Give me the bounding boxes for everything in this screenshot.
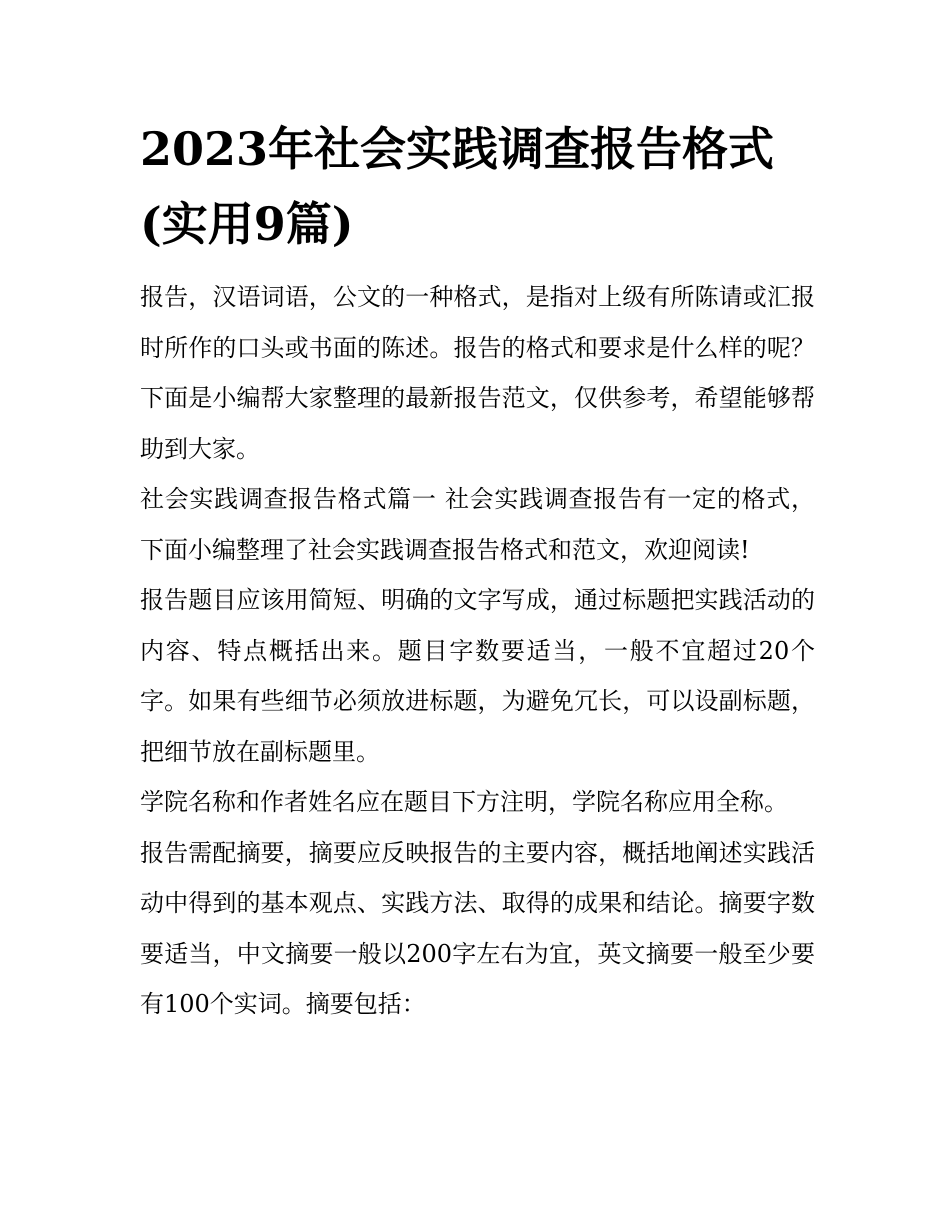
paragraph-section-one: 社会实践调查报告格式篇一 社会实践调查报告有一定的格式，下面小编整理了社会实践调查报告格式和范文，欢迎阅读!: [140, 485, 815, 564]
paragraph-intro: 报告，汉语词语，公文的一种格式，是指对上级有所陈请或汇报时所作的口头或书面的陈述。报告的格式和要求是什么样的呢？下面是小编帮大家整理的最新报告范文，仅供参考，希望能够帮助到大家。: [140, 283, 815, 463]
paragraph-report-title: 报告题目应该用简短、明确的文字写成，通过标题把实践活动的内容、特点概括出来。题目字数要适当，一般不宜超过20个字。如果有些细节必须放进标题，为避免冗长，可以设副标题，把细节放在副标题里。: [140, 586, 815, 766]
document-page: [140, 112, 815, 1030]
document-title: 2023年社会实践调查报告格式(实用9篇): [140, 122, 775, 251]
paragraph-abstract: 报告需配摘要，摘要应反映报告的主要内容，概括地阐述实践活动中得到的基本观点、实践方法、取得的成果和结论。摘要字数要适当，中文摘要一般以200字左右为宜，英文摘要一般至少要有100个实词。摘要包括：: [140, 838, 815, 1018]
paragraph-college-name: 学院名称和作者姓名应在题目下方注明，学院名称应用全称。: [140, 788, 788, 816]
